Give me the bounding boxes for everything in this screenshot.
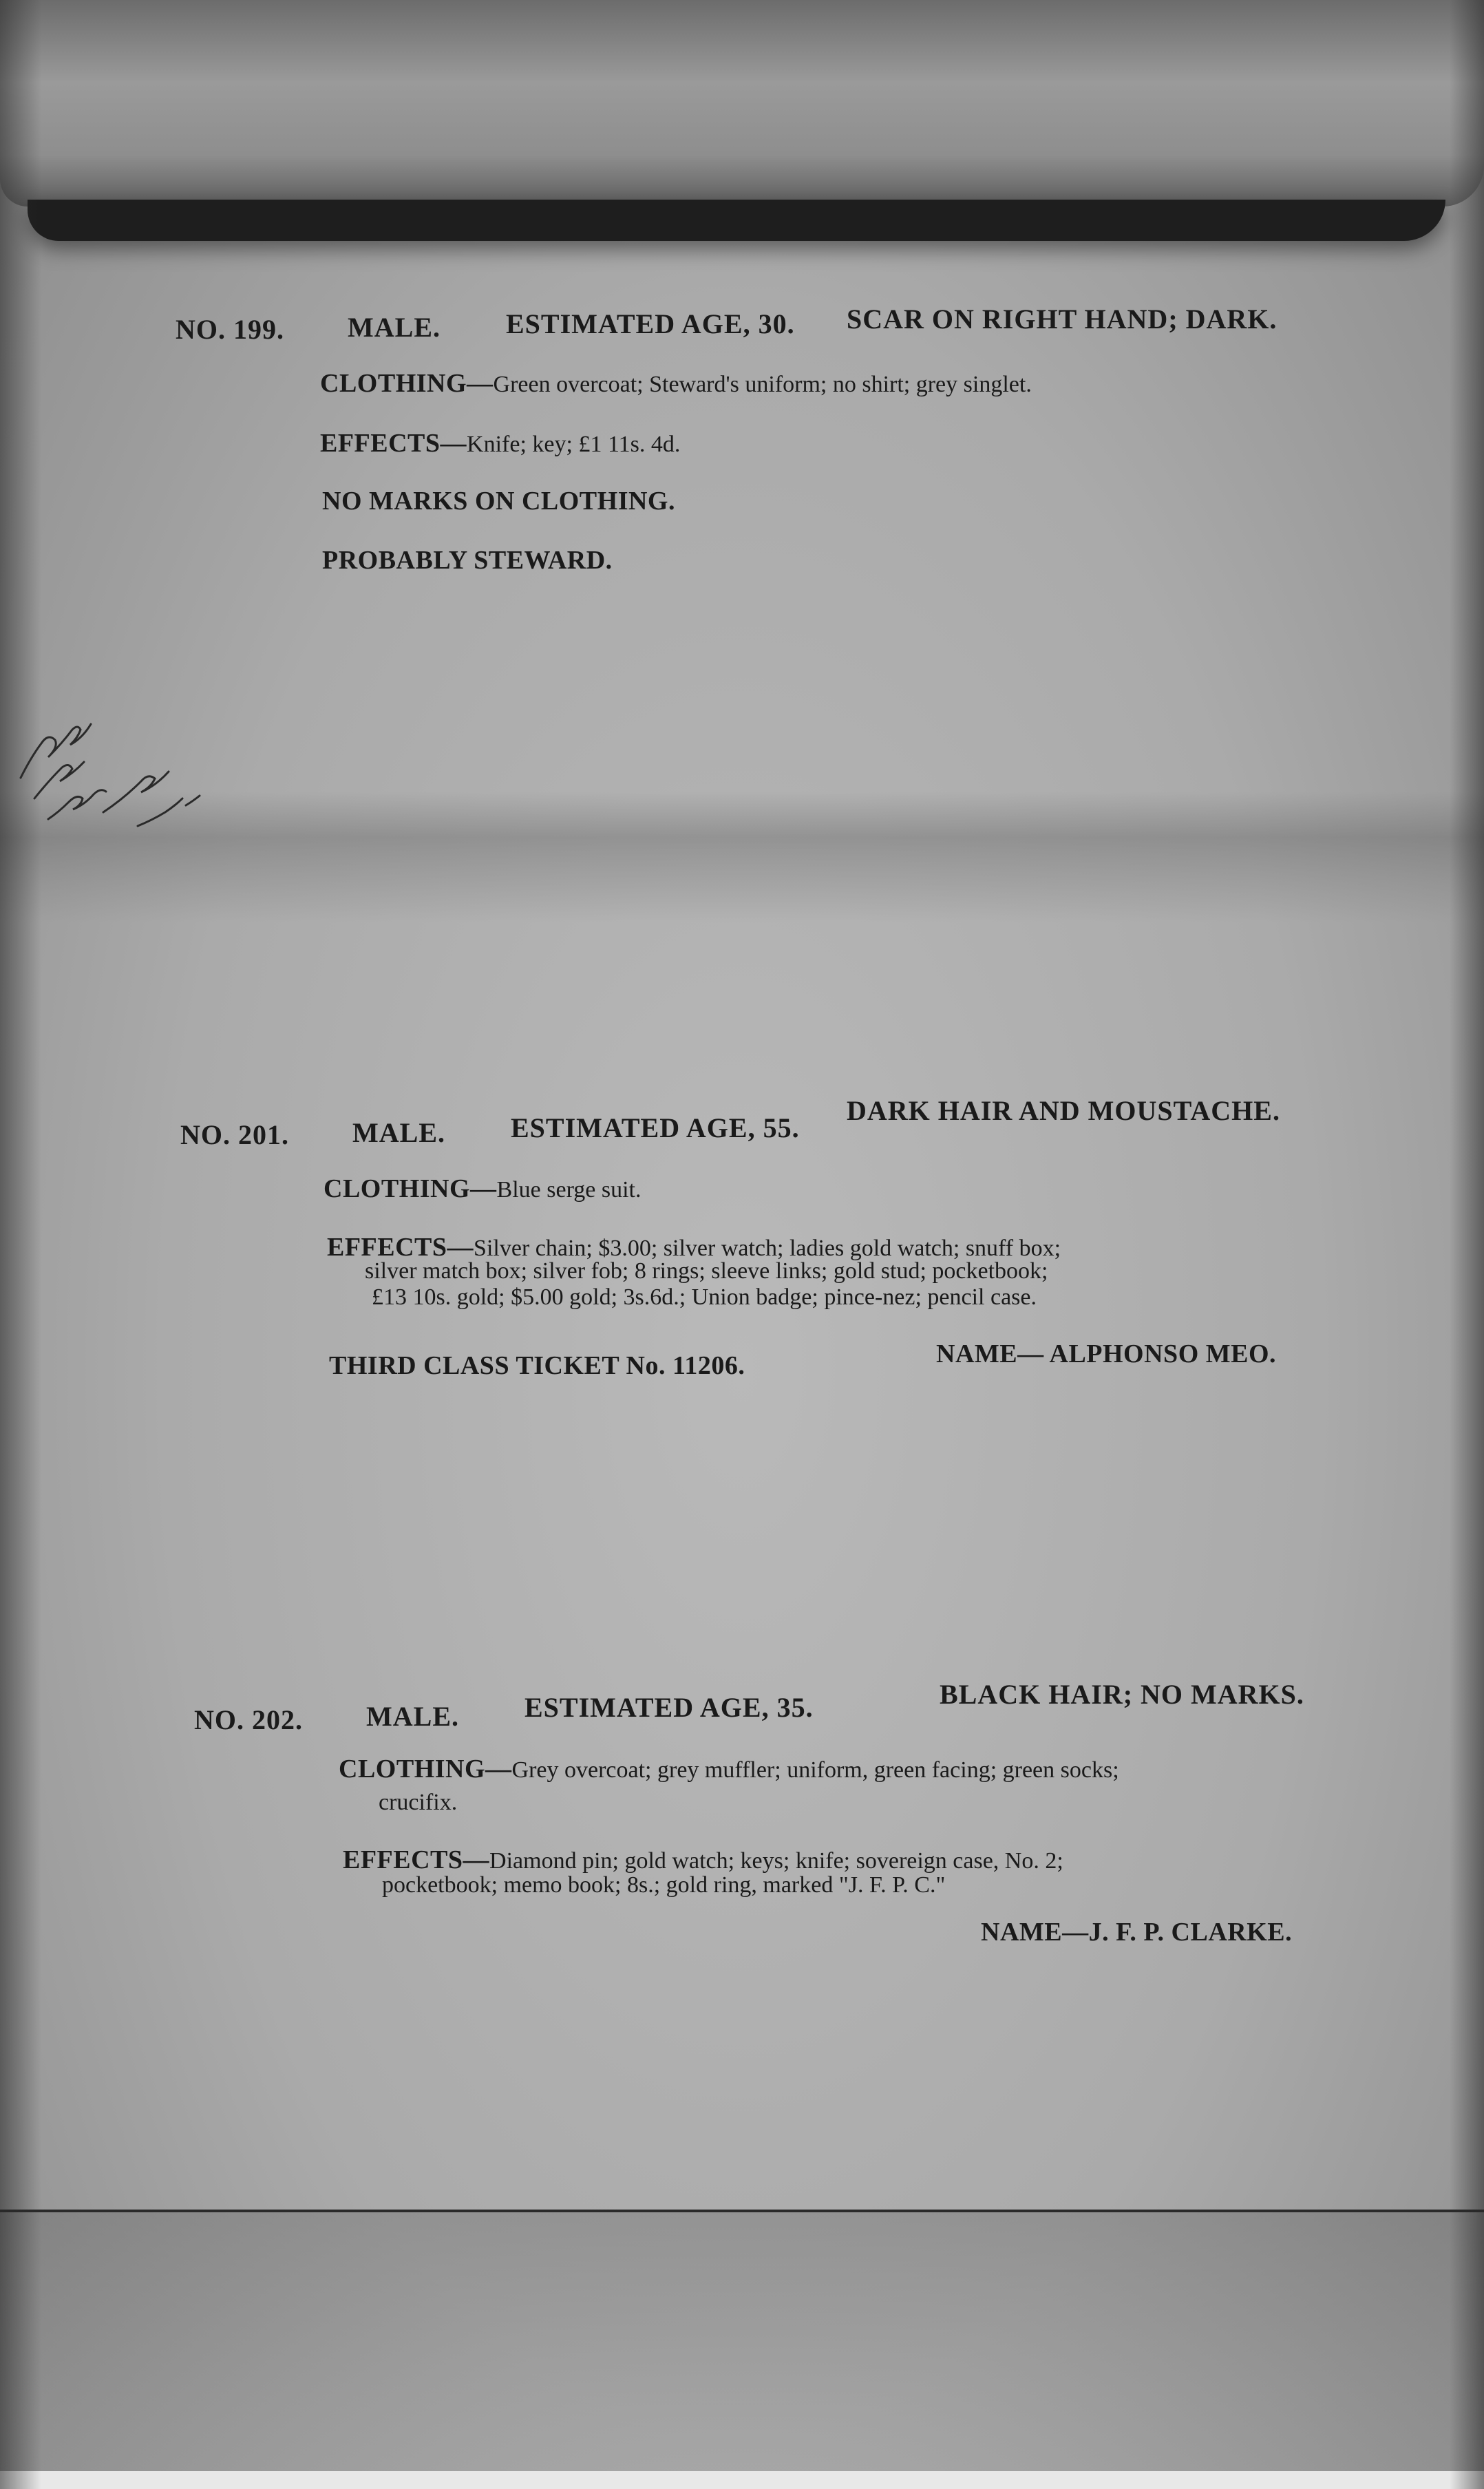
clothing-text: Blue serge suit.	[496, 1177, 642, 1203]
entry-199-sex: MALE.	[348, 312, 441, 343]
right-edge-shadow	[1450, 0, 1484, 2489]
entry-202-description: BLACK HAIR; NO MARKS.	[940, 1679, 1304, 1710]
effects-text: Knife; key; £1 11s. 4d.	[467, 432, 681, 457]
clothing-text: Grey overcoat; grey muffler; uniform, green facing; green socks;	[511, 1757, 1119, 1783]
entry-199-note-probably-steward: PROBABLY STEWARD.	[322, 546, 613, 575]
entry-199-age: ESTIMATED AGE, 30.	[506, 308, 795, 339]
clothing-text: Green overcoat; Steward's uniform; no shirt; grey singlet.	[493, 372, 1032, 397]
entry-201-age: ESTIMATED AGE, 55.	[511, 1112, 800, 1143]
entry-201-effects-line-3: £13 10s. gold; $5.00 gold; 3s.6d.; Union badge; pince-nez; pencil case.	[372, 1284, 1037, 1310]
entry-202-number: NO. 202.	[194, 1704, 303, 1735]
clothing-label: CLOTHING—	[339, 1755, 512, 1783]
effects-text: Silver chain; $3.00; silver watch; ladies gold watch; snuff box;	[474, 1236, 1061, 1261]
scan-bottom-border	[0, 2471, 1484, 2489]
entry-202-clothing-line-2: crucifix.	[379, 1790, 458, 1815]
entry-201-description: DARK HAIR AND MOUSTACHE.	[847, 1095, 1280, 1126]
handwritten-annotation	[7, 695, 234, 833]
entry-202-effects-line-2: pocketbook; memo book; 8s.; gold ring, marked "J. F. P. C."	[382, 1872, 946, 1898]
entry-199-description: SCAR ON RIGHT HAND; DARK.	[847, 304, 1278, 335]
effects-label: EFFECTS—	[327, 1233, 474, 1262]
clothing-label: CLOTHING—	[320, 369, 494, 398]
entry-202-effects-line-1	[343, 1845, 1063, 1875]
clothing-label: CLOTHING—	[324, 1174, 497, 1203]
entry-201-effects-line-2: silver match box; silver fob; 8 rings; sleeve links; gold stud; pocketbook;	[365, 1258, 1048, 1284]
entry-199-effects	[320, 428, 680, 458]
entry-199-number: NO. 199.	[176, 314, 284, 345]
entry-201-name: NAME— ALPHONSO MEO.	[936, 1339, 1277, 1368]
entry-201-number: NO. 201.	[180, 1119, 289, 1150]
effects-label: EFFECTS—	[320, 429, 467, 458]
entry-201-ticket: THIRD CLASS TICKET No. 11206.	[329, 1351, 745, 1380]
effects-label: EFFECTS—	[343, 1845, 490, 1874]
next-page-edge	[0, 2210, 1484, 2212]
entry-201-sex: MALE.	[352, 1117, 445, 1148]
entry-199-note-no-marks: NO MARKS ON CLOTHING.	[322, 487, 675, 516]
entry-199-clothing	[320, 368, 1032, 399]
entry-202-sex: MALE.	[366, 1701, 459, 1732]
entry-202-name: NAME—J. F. P. CLARKE.	[981, 1918, 1293, 1947]
entry-201-clothing	[324, 1174, 642, 1204]
effects-text: Diamond pin; gold watch; keys; knife; sovereign case, No. 2;	[489, 1848, 1063, 1874]
previous-page-edge	[0, 0, 1484, 206]
entry-202-age: ESTIMATED AGE, 35.	[524, 1692, 814, 1723]
entry-202-clothing-line-1	[339, 1754, 1119, 1784]
bottom-page-shadow	[0, 2212, 1484, 2471]
left-edge-shadow	[0, 0, 41, 2489]
page-fold-shadow	[28, 200, 1445, 241]
